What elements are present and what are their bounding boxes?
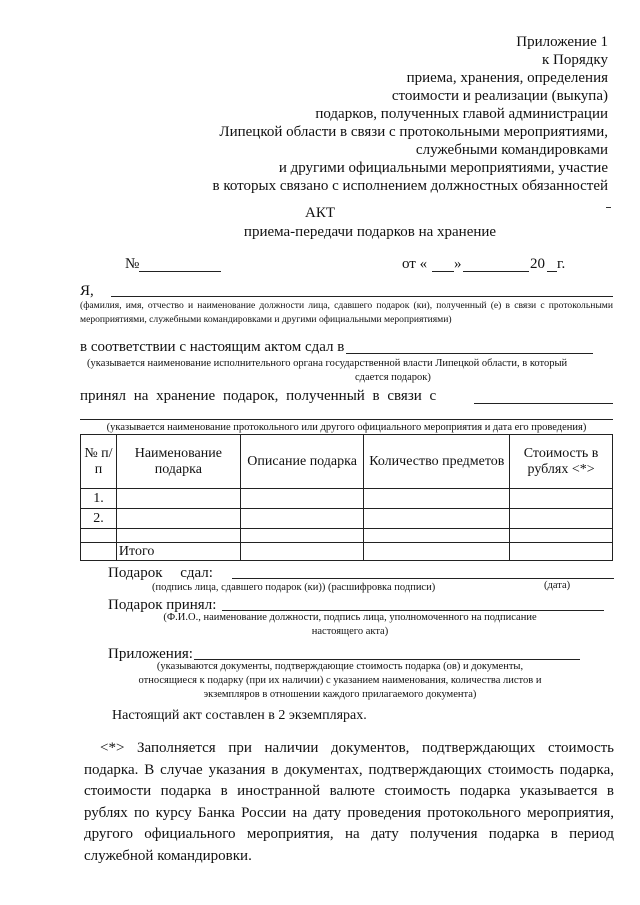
header-line: приема, хранения, определения	[406, 70, 608, 86]
row-number: 1.	[81, 489, 117, 509]
table-total-row	[81, 543, 613, 561]
col-header-description: Описание подарка	[240, 435, 364, 489]
col-header-cost: Стоимость в рублях <*>	[510, 435, 613, 489]
event-field[interactable]	[474, 403, 613, 404]
table-row	[81, 489, 613, 509]
cell-quantity[interactable]	[364, 509, 510, 529]
cell-quantity[interactable]	[364, 489, 510, 509]
header-line: служебными командировками	[415, 142, 608, 158]
took-hint: (Ф.И.О., наименование должности, подпись лица, уполномоченного на подписание	[163, 612, 537, 623]
cell-quantity[interactable]	[364, 529, 510, 543]
organ-field[interactable]	[346, 353, 593, 354]
month-blank[interactable]	[463, 271, 529, 272]
table-row	[81, 529, 613, 543]
day-blank[interactable]	[432, 271, 454, 272]
document-subtitle: приема-передачи подарков на хранение	[243, 224, 497, 240]
ya-label: Я,	[80, 283, 94, 299]
header-line: стоимости и реализации (выкупа)	[391, 88, 608, 104]
giver-hint: (фамилия, имя, отчество и наименование должности лица, сдавшего подарок (ки), полученный (е) в связи с протокольными мероприятиями, служебными командировками и другими официальными мероприятиями)	[80, 300, 613, 325]
year-suffix: г.	[557, 256, 566, 272]
copies-note: Настоящий акт составлен в 2 экземплярах.	[112, 708, 367, 723]
header-line: в которых связано с исполнением должностных обязанностей	[212, 178, 608, 194]
header-line: Приложение 1	[516, 34, 608, 50]
cell-description[interactable]	[240, 529, 364, 543]
cell-name[interactable]	[116, 489, 240, 509]
cell-name[interactable]	[116, 529, 240, 543]
accepted-label: принял на хранение подарок, полученный в связи с	[80, 388, 437, 404]
cell-cost[interactable]	[510, 509, 613, 529]
took-signature-field[interactable]	[222, 610, 604, 611]
date-from-label: от «	[402, 256, 428, 272]
handed-label: в соответствии с настоящим актом сдал в	[80, 339, 345, 355]
total-cost[interactable]	[510, 543, 613, 561]
header-line: к Порядку	[542, 52, 608, 68]
attachments-hint: экземпляров в отношении каждого прилагаемого документа)	[203, 689, 477, 700]
header-line: Липецкой области в связи с протокольными мероприятиями,	[219, 124, 608, 140]
year-label: 20	[530, 256, 545, 272]
took-hint: настоящего акта)	[311, 626, 389, 637]
row-number	[81, 529, 117, 543]
footnote: <*> Заполняется при наличии документов, подтверждающих стоимость подарка. В случае указания в документах, подтверждающих стоимость подарка, стоимости подарка в иностранной валюте стоимость подарка указывается в рублях по курсу Банка России на дату проведения протокольного мероприятия, другого официального мероприятия, на дату получения подарка в период служебной командировки.	[84, 740, 614, 864]
gifts-table	[80, 434, 613, 561]
gave-hint: (подпись лица, сдавшего подарок (ки)) (расшифровка подписи)	[152, 582, 436, 593]
gave-signature-field[interactable]	[232, 578, 614, 579]
organ-hint: (указывается наименование исполнительного органа государственной власти Липецкой области, в который	[87, 358, 568, 369]
attachments-hint: относящиеся к подарку (при их наличии) с указанием наименования, количества листов и	[138, 675, 542, 686]
col-header-quantity: Количество предметов	[364, 435, 510, 489]
cell-cost[interactable]	[510, 489, 613, 509]
attachments-hint: (указываются документы, подтверждающие стоимость подарка (ов) и документы,	[156, 661, 524, 672]
cell-cost[interactable]	[510, 529, 613, 543]
gave-label: Подарок сдал:	[108, 565, 213, 581]
appendix-header	[212, 33, 608, 195]
organ-hint: сдается подарок)	[355, 372, 431, 383]
gave-date-hint: (дата)	[544, 580, 571, 591]
document-title: АКТ	[305, 205, 335, 221]
header-line: и другими официальными мероприятиями, участие	[278, 160, 608, 176]
event-field-line2[interactable]	[80, 419, 613, 420]
giver-name-field[interactable]	[111, 296, 613, 297]
stray-mark	[606, 207, 611, 208]
cell-description[interactable]	[240, 509, 364, 529]
total-quantity[interactable]	[364, 543, 510, 561]
number-blank[interactable]	[139, 271, 221, 272]
number-label: №	[125, 256, 140, 272]
attachments-label: Приложения:	[108, 646, 193, 662]
year-blank[interactable]	[547, 271, 557, 272]
col-header-name: Наименование подарка	[116, 435, 240, 489]
took-label: Подарок принял:	[108, 597, 217, 613]
cell-name[interactable]	[116, 509, 240, 529]
header-line: подарков, полученных главой администрации	[315, 106, 608, 122]
row-number: 2.	[81, 509, 117, 529]
attachments-field[interactable]	[194, 659, 580, 660]
date-quote: »	[454, 256, 462, 272]
col-header-number: № п/п	[81, 435, 117, 489]
table-row	[81, 509, 613, 529]
event-hint: (указывается наименование протокольного или другого официального мероприятия и дата его проведения)	[106, 422, 587, 433]
table-header-row	[81, 435, 613, 489]
cell-description[interactable]	[240, 489, 364, 509]
total-label: Итого	[116, 543, 240, 561]
